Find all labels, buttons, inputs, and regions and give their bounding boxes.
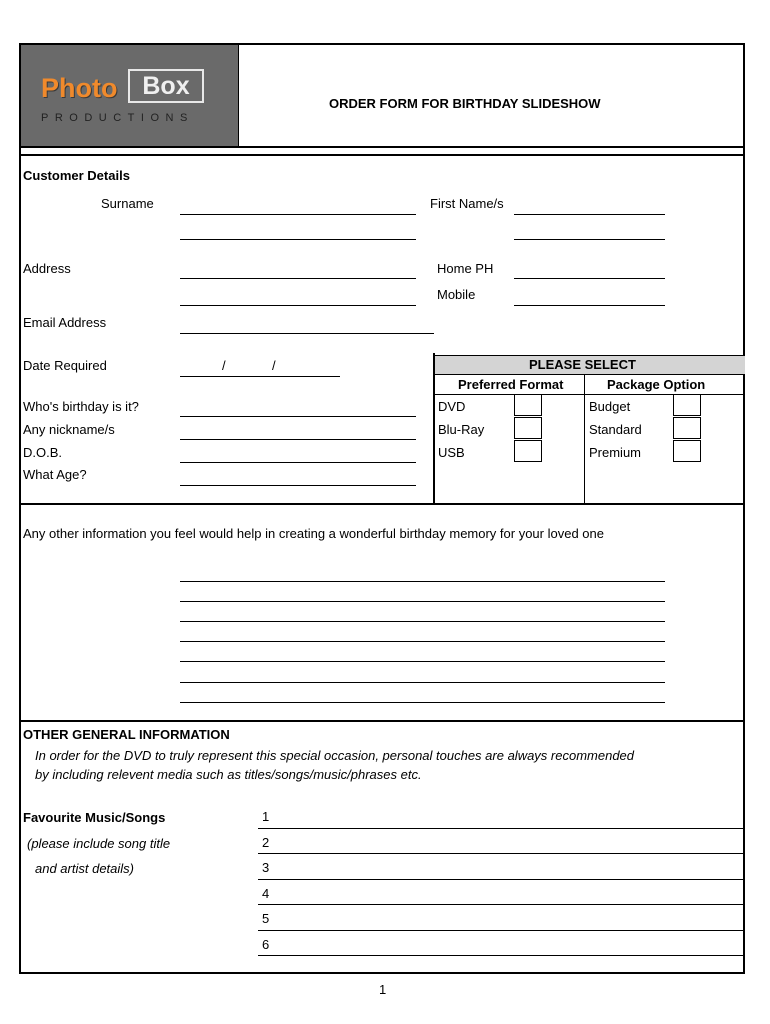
format-bluray-label: Blu-Ray [438,422,485,437]
photobox-logo [21,45,238,146]
format-usb-checkbox[interactable] [514,440,542,462]
other-info-line-5[interactable] [180,661,665,662]
form-title: ORDER FORM FOR BIRTHDAY SLIDESHOW [329,96,601,111]
select-box-left-border [433,353,435,504]
customer-details-heading: Customer Details [23,168,130,183]
date-separator-1: / [222,358,226,373]
section-divider-other-info [19,503,745,505]
please-select-heading: PLEASE SELECT [529,357,636,372]
music-note-2: and artist details) [35,861,134,876]
first-name-field-2[interactable] [514,239,665,240]
surname-label: Surname [101,196,154,211]
header-divider-2 [19,154,745,156]
logo-tagline: PRODUCTIONS [41,112,194,124]
whos-birthday-field[interactable] [180,416,416,417]
home-ph-field[interactable] [514,278,665,279]
song-field-5[interactable] [258,930,745,931]
surname-field[interactable] [180,214,416,215]
format-dvd-checkbox[interactable] [514,394,542,416]
song-number-1: 1 [262,809,270,824]
format-usb-label: USB [438,445,465,460]
dob-field[interactable] [180,462,416,463]
general-info-line-1: In order for the DVD to truly represent this special occasion, personal touches are always recommended [35,748,635,763]
home-ph-label: Home PH [437,261,494,276]
package-option-heading: Package Option [607,377,706,392]
other-info-line-3[interactable] [180,621,665,622]
preferred-format-heading: Preferred Format [458,377,564,392]
logo-word-photo: Photo [41,73,118,103]
logo-word-box: Box [128,69,204,103]
other-info-line-1[interactable] [180,581,665,582]
address-label: Address [23,261,71,276]
format-dvd-label: DVD [438,399,466,414]
header-logo-separator [238,45,239,146]
song-number-6: 6 [262,937,270,952]
song-number-2: 2 [262,835,270,850]
favourite-music-label: Favourite Music/Songs [23,810,166,825]
package-standard-checkbox[interactable] [673,417,701,439]
other-info-prompt: Any other information you feel would help in creating a wonderful birthday memory for your loved one [23,526,604,541]
page-number: 1 [379,982,387,997]
email-field[interactable] [180,333,434,334]
song-field-6[interactable] [258,955,745,956]
song-number-3: 3 [262,860,270,875]
section-divider-general [19,720,745,722]
address-field[interactable] [180,278,416,279]
format-bluray-checkbox[interactable] [514,417,542,439]
dob-label: D.O.B. [23,445,63,460]
first-name-label: First Name/s [430,196,504,211]
song-number-4: 4 [262,886,270,901]
first-name-field[interactable] [514,214,665,215]
other-info-line-7[interactable] [180,702,665,703]
general-info-line-2: by including relevent media such as titles/songs/music/phrases etc. [35,767,422,782]
song-field-1[interactable] [258,828,745,829]
date-separator-2: / [272,358,276,373]
song-field-2[interactable] [258,853,745,854]
package-premium-label: Premium [589,445,642,460]
music-note-1: (please include song title [27,836,171,851]
package-budget-checkbox[interactable] [673,394,701,416]
general-info-heading: OTHER GENERAL INFORMATION [23,727,230,742]
other-info-line-6[interactable] [180,682,665,683]
age-label: What Age? [23,467,87,482]
song-number-5: 5 [262,911,270,926]
date-required-field[interactable] [180,376,340,377]
date-required-label: Date Required [23,358,107,373]
song-field-4[interactable] [258,904,745,905]
surname-field-2[interactable] [180,239,416,240]
age-field[interactable] [180,485,416,486]
nickname-label: Any nickname/s [23,422,115,437]
package-standard-label: Standard [589,422,642,437]
package-budget-label: Budget [589,399,631,414]
song-field-3[interactable] [258,879,745,880]
mobile-label: Mobile [437,287,476,302]
mobile-field[interactable] [514,305,665,306]
other-info-line-2[interactable] [180,601,665,602]
whos-birthday-label: Who's birthday is it? [23,399,139,414]
nickname-field[interactable] [180,439,416,440]
package-premium-checkbox[interactable] [673,440,701,462]
other-info-line-4[interactable] [180,641,665,642]
header-divider [19,146,745,148]
email-label: Email Address [23,315,107,330]
address-field-2[interactable] [180,305,416,306]
